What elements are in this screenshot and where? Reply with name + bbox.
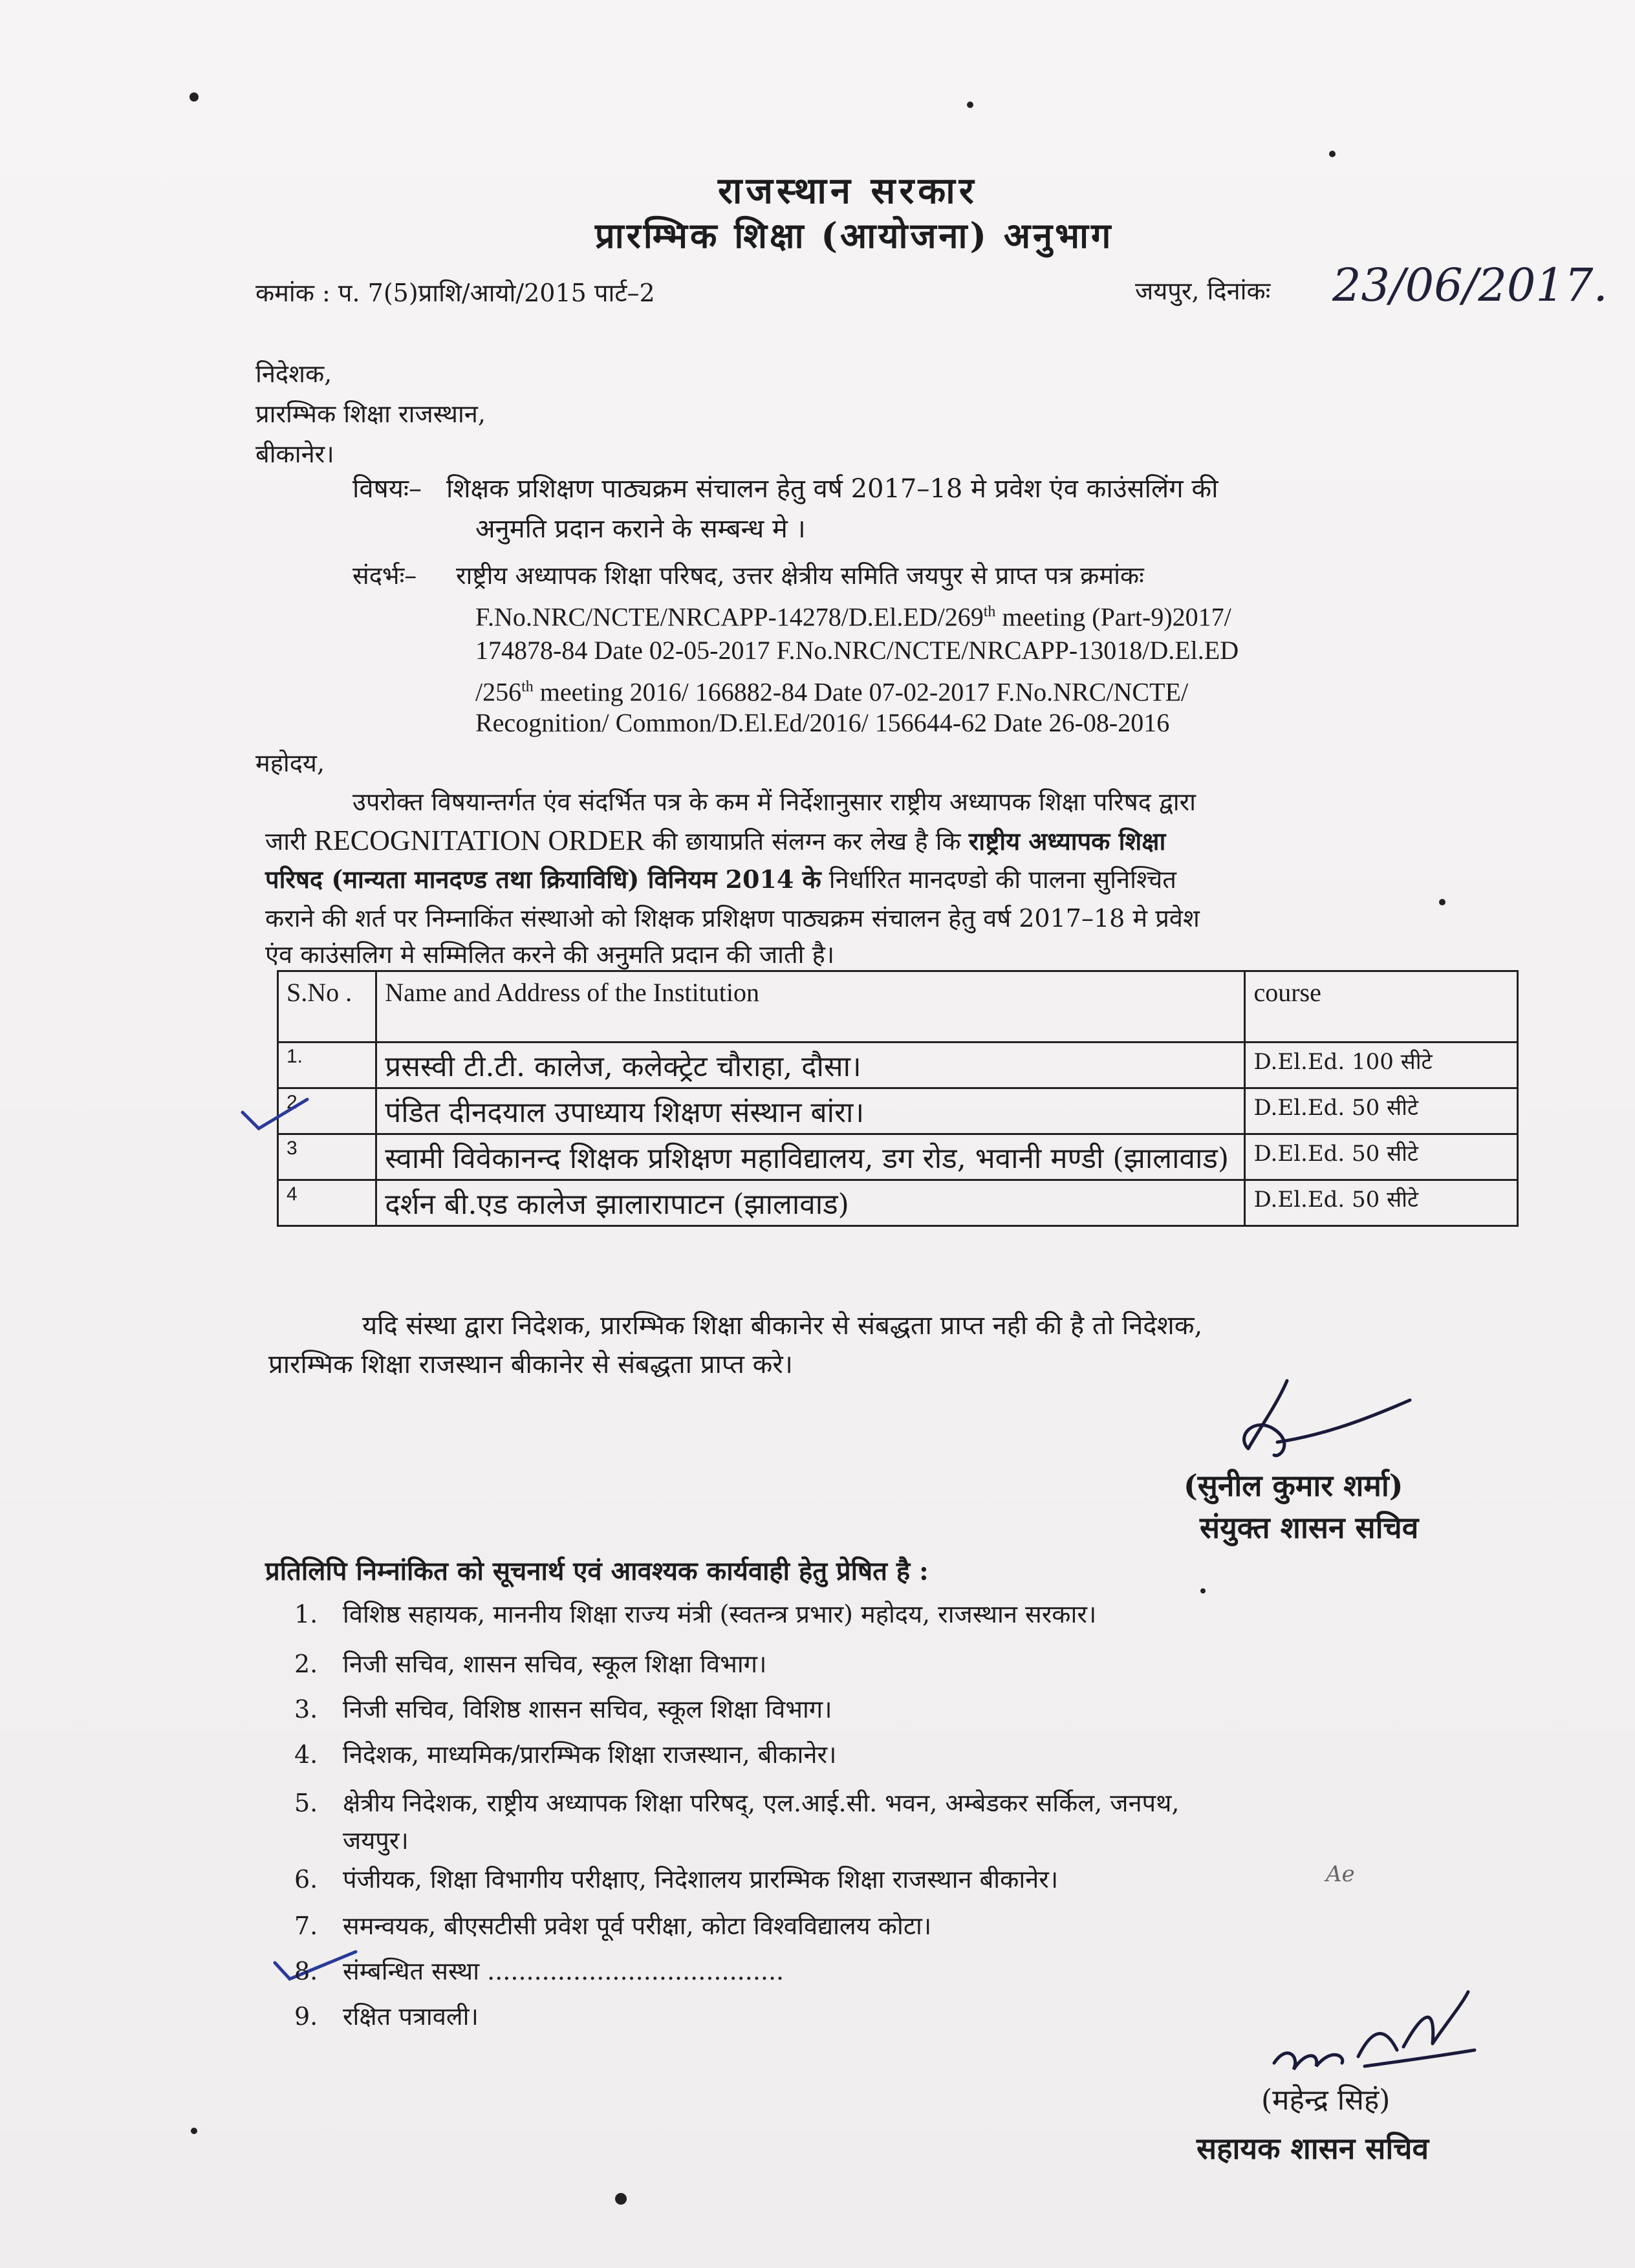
salutation: महोदय, — [255, 749, 325, 777]
subject-line-2: अनुमति प्रदान कराने के सम्बन्ध मे । — [475, 514, 806, 544]
reference-line-5: Recognition/ Common/D.El.Ed/2016/ 156644-62 Date 26-08-2016 — [475, 708, 1170, 737]
table-row — [278, 1134, 1518, 1180]
place-date-label: जयपुर, दिनांकः — [1135, 277, 1271, 305]
row-sno: 3 — [278, 1134, 376, 1180]
copy-item-number: 8. — [294, 1957, 318, 1985]
addressee-line-3: बीकानेर। — [255, 440, 334, 468]
reference-label: संदर्भः– — [352, 561, 417, 590]
copy-item-text: संम्बन्धित सस्था ...................................... — [343, 1957, 785, 1985]
copy-item-text: विशिष्ठ सहायक, माननीय शिक्षा राज्य मंत्री (स्वतन्त्र प्रभार) महोदय, राजस्थान सरकार। — [343, 1600, 1097, 1628]
copy-item-text: रक्षित पत्रावली। — [343, 2002, 479, 2031]
table-row — [278, 1042, 1518, 1088]
copy-item-text-continued: जयपुर। — [343, 1826, 409, 1855]
copy-item-text: निजी सचिव, विशिष्ठ शासन सचिव, स्कूल शिक्षा विभाग। — [343, 1695, 832, 1723]
signature-image — [1216, 1365, 1449, 1468]
row-sno: 4 — [278, 1180, 376, 1226]
header-government: राजस्थान सरकार — [718, 169, 978, 212]
copy-item-number: 7. — [294, 1912, 318, 1940]
copy-heading: प्रतिलिपि निम्नांकित को सूचनार्थ एवं आवश्यक कार्यवाही हेतु प्रेषित है : — [265, 1556, 929, 1586]
body-line-1: उपरोक्त विषयान्तर्गत एंव संदर्भित पत्र के कम में निर्देशानुसार राष्ट्रीय अध्यापक शिक्षा परिषद द्वारा — [352, 788, 1196, 816]
row-course: D.El.Ed. 50 सीटे — [1245, 1134, 1518, 1180]
addressee-line-2: प्रारम्भिक शिक्षा राजस्थान, — [255, 400, 486, 428]
copy-item-text: पंजीयक, शिक्षा विभागीय परीक्षाए, निदेशालय प्रारम्भिक शिक्षा राजस्थान बीकानेर। — [343, 1865, 1059, 1894]
copy-item-text: समन्वयक, बीएसटीसी प्रवेश पूर्व परीक्षा, कोटा विश्वविद्यालय कोटा। — [343, 1912, 932, 1940]
copy-item-text: निदेशक, माध्यमिक/प्रारम्भिक शिक्षा राजस्थान, बीकानेर। — [343, 1740, 837, 1769]
addressee-line-1: निदेशक, — [255, 360, 332, 388]
reference-number: कमांक : प. 7(5)प्राशि/आयो/2015 पार्ट–2 — [255, 279, 655, 307]
row-institution: दर्शन बी.एड कालेज झालारापाटन (झालावाड) — [376, 1180, 1245, 1226]
col-header-course: course — [1245, 971, 1518, 1042]
signatory2-title: सहायक शासन सचिव — [1196, 2131, 1429, 2166]
row-institution: पंडित दीनदयाल उपाध्याय शिक्षण संस्थान बांरा। — [376, 1088, 1245, 1134]
signatory2-name: (महेन्द्र सिहं) — [1261, 2084, 1391, 2117]
col-header-sno: S.No . — [278, 971, 376, 1042]
col-header-name: Name and Address of the Institution — [376, 971, 1245, 1042]
body-line-4: कराने की शर्त पर निम्नाकिंत संस्थाओ को शिक्षक प्रशिक्षण पाठ्यक्रम संचालन हेतु वर्ष 2017–18 मे प्रवेश — [265, 904, 1200, 933]
copy-item-number: 2. — [294, 1650, 318, 1678]
reference-line-4: /256th meeting 2016/ 166882-84 Date 07-02-2017 F.No.NRC/NCTE/ — [475, 677, 1189, 707]
copy-item-number: 6. — [294, 1865, 318, 1894]
row-course: D.El.Ed. 50 सीटे — [1245, 1180, 1518, 1226]
row-sno: 2 — [278, 1088, 376, 1134]
copy-item-number: 3. — [294, 1695, 318, 1723]
margin-note: Ae — [1326, 1861, 1355, 1887]
institutions-table — [277, 970, 1519, 1227]
subject-label: विषयः– — [352, 474, 422, 504]
row-sno: 1. — [278, 1042, 376, 1088]
copy-item-number: 9. — [294, 2002, 318, 2031]
signatory1-title: संयुक्त शासन सचिव — [1200, 1510, 1419, 1545]
table-row — [278, 1088, 1518, 1134]
copy-item-text: निजी सचिव, शासन सचिव, स्कूल शिक्षा विभाग। — [343, 1650, 767, 1678]
handwritten-tick-icon — [239, 1093, 317, 1138]
subject-line-1: शिक्षक प्रशिक्षण पाठ्यक्रम संचालन हेतु वर्ष 2017–18 मे प्रवेश एंव काउंसलिंग की — [446, 474, 1218, 504]
body-line-2: जारी RECOGNITATION ORDER की छायाप्रति संलग्न कर लेख है कि राष्ट्रीय अध्यापक शिक्षा — [265, 825, 1166, 856]
table-header-row — [278, 971, 1518, 1042]
signature-image — [1268, 1985, 1488, 2082]
body-line-3: परिषद (मान्यता मानदण्ड तथा क्रियाविधि) विनियम 2014 के निर्धारित मानदण्डो की पालना सुनिश्चित — [265, 865, 1176, 894]
reference-line-3: 174878-84 Date 02-05-2017 F.No.NRC/NCTE/NRCAPP-13018/D.El.ED — [475, 636, 1239, 665]
row-course: D.El.Ed. 50 सीटे — [1245, 1088, 1518, 1134]
table-row — [278, 1180, 1518, 1226]
body-line-5: एंव काउंसलिग मे सम्मिलित करने की अनुमति प्रदान की जाती है। — [265, 940, 835, 969]
header-department: प्रारम्भिक शिक्षा (आयोजना) अनुभाग — [595, 215, 1114, 256]
closing-line-1: यदि संस्था द्वारा निदेशक, प्रारम्भिक शिक्षा बीकानेर से संबद्धता प्राप्त नही की है तो निदेशक, — [362, 1311, 1203, 1341]
copy-item-number: 4. — [294, 1740, 318, 1769]
row-course: D.El.Ed. 100 सीटे — [1245, 1042, 1518, 1088]
reference-line-1: राष्ट्रीय अध्यापक शिक्षा परिषद, उत्तर क्षेत्रीय समिति जयपुर से प्राप्त पत्र क्रमांकः — [456, 561, 1144, 590]
copy-item-number: 1. — [294, 1600, 318, 1628]
row-institution: स्वामी विवेकानन्द शिक्षक प्रशिक्षण महाविद्यालय, डग रोड, भवानी मण्डी (झालावाड) — [376, 1134, 1245, 1180]
copy-item-text: क्षेत्रीय निदेशक, राष्ट्रीय अध्यापक शिक्षा परिषद्, एल.आई.सी. भवन, अम्बेडकर सर्किल, जनपथ, — [343, 1789, 1180, 1817]
signatory1-name: (सुनील कुमार शर्मा) — [1184, 1468, 1403, 1503]
handwritten-date: 23/06/2017. — [1332, 259, 1608, 312]
copy-item-number: 5. — [294, 1789, 318, 1817]
row-institution: प्रसस्वी टी.टी. कालेज, कलेक्ट्रेट चौराहा, दौसा। — [376, 1042, 1245, 1088]
closing-line-2: प्रारम्भिक शिक्षा राजस्थान बीकानेर से संबद्धता प्राप्त करे। — [268, 1350, 793, 1379]
reference-line-2: F.No.NRC/NCTE/NRCAPP-14278/D.El.ED/269th meeting (Part-9)2017/ — [475, 602, 1231, 632]
